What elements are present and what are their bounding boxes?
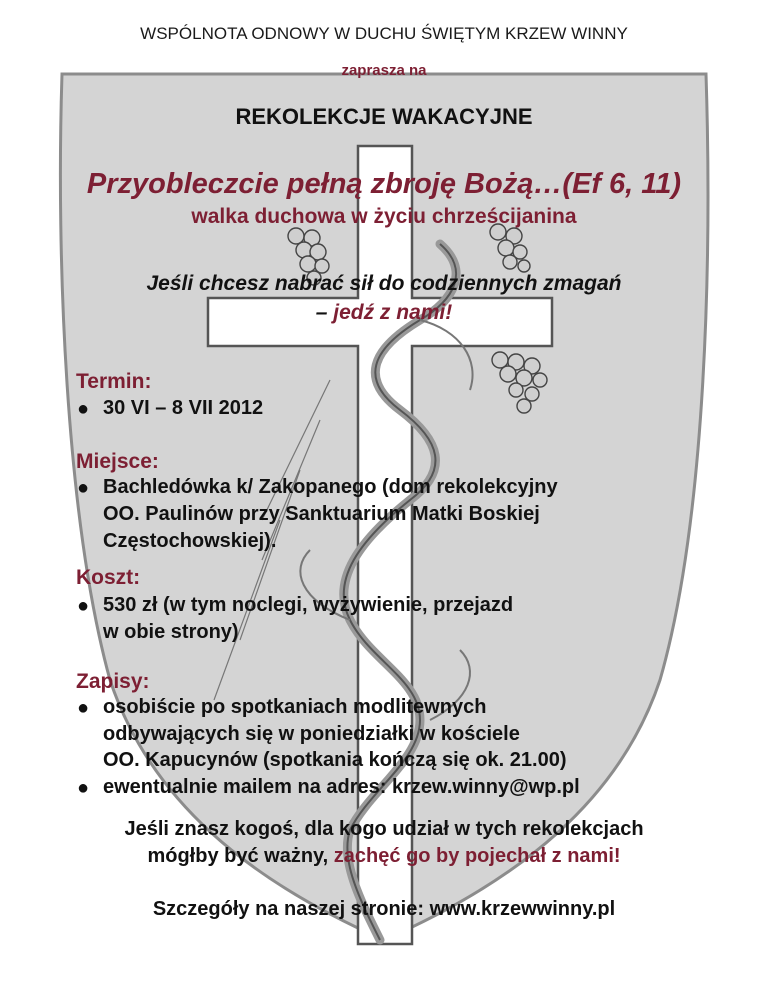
zapisy-line: ewentualnie mailem na adres: krzew.winny@wp.pl [103, 776, 580, 798]
bullet-icon: ● [77, 697, 90, 719]
koszt-label: Koszt: [76, 566, 141, 589]
zapisy-line: osobiście po spotkaniach modlitewnych [103, 696, 487, 718]
hook-line-2-prefix: – [315, 301, 334, 324]
theme-quote: Przyobleczcie pełną zbroję Bożą…(Ef 6, 11) [86, 168, 682, 200]
termin-date: 30 VI – 8 VII 2012 [103, 397, 264, 419]
koszt-line: 530 zł (w tym noclegi, wyżywienie, przejazd [103, 594, 514, 616]
bullet-icon: ● [77, 477, 90, 499]
zapisy-line: OO. Kapucynów (spotkania kończą się ok. 21.00) [103, 749, 567, 771]
zapisy-line: odbywających się w poniedziałki w kościele [103, 723, 520, 745]
termin-label: Termin: [76, 370, 152, 393]
zapisy-label: Zapisy: [76, 670, 150, 693]
organization-name: WSPÓLNOTA ODNOWY W DUCHU ŚWIĘTYM KRZEW WINNY [140, 24, 628, 43]
bullet-icon: ● [77, 398, 90, 420]
hook-line-2 [0, 301, 768, 325]
theme-subtitle: walka duchowa w życiu chrześcijanina [191, 205, 577, 228]
closing-line-2-prefix: mógłby być ważny, [147, 845, 334, 867]
website-details: Szczegóły na naszej stronie: www.krzewwinny.pl [152, 898, 616, 920]
closing-line-2-highlight: zachęć go by pojechał z nami! [333, 845, 621, 867]
closing-line-2 [0, 845, 768, 868]
closing-line-1: Jeśli znasz kogoś, dla kogo udział w tych rekolekcjach [124, 818, 644, 840]
hook-line-1: Jeśli chcesz nabrać sił do codziennych zmagań [146, 272, 622, 295]
hook-line-2-highlight: jedź z nami! [333, 301, 453, 324]
bullet-icon: ● [77, 777, 90, 799]
miejsce-line: Bachledówka k/ Zakopanego (dom rekolekcyjny [103, 476, 558, 498]
miejsce-line: OO. Paulinów przy Sanktuarium Matki Boskiej [103, 503, 540, 525]
koszt-line: w obie strony) [103, 621, 239, 643]
invite-text: zaprasza na [341, 62, 427, 79]
miejsce-label: Miejsce: [76, 450, 159, 473]
bullet-icon: ● [77, 595, 90, 617]
miejsce-line: Częstochowskiej). [103, 530, 277, 552]
event-title: REKOLEKCJE WAKACYJNE [235, 104, 533, 129]
